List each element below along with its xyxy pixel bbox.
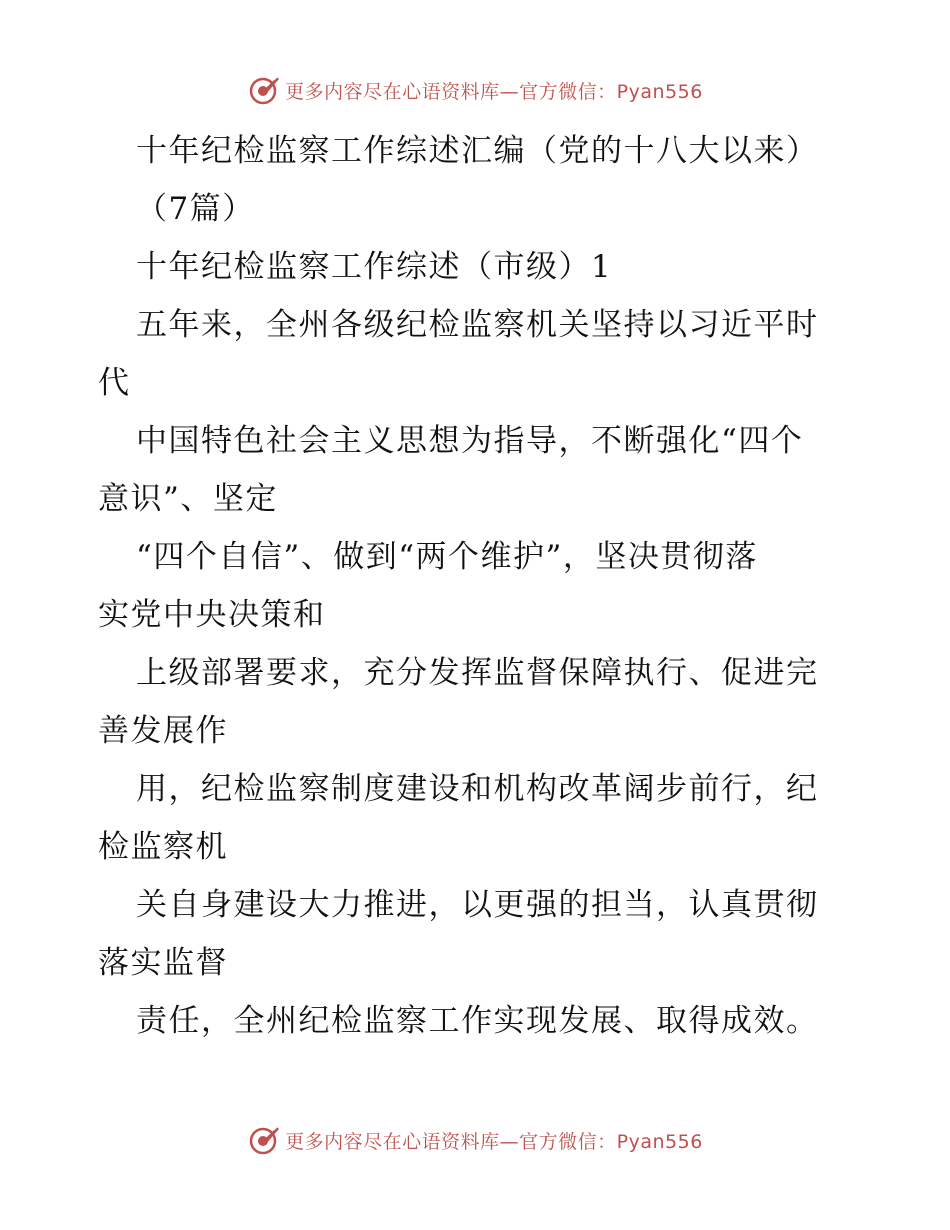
text-line: 关自身建设大力推进，以更强的担当，认真贯彻	[136, 887, 819, 923]
text-line: “四个自信”、做到“两个维护”，坚决贯彻落	[136, 539, 758, 575]
text-line: 十年纪检监察工作综述汇编（党的十八大以来）	[136, 133, 819, 169]
header-banner	[0, 70, 950, 110]
text-line: 善发展作	[98, 713, 228, 749]
text-line: （7篇）	[136, 191, 255, 227]
document-body	[98, 122, 858, 1050]
footer-banner	[0, 1120, 950, 1160]
text-line: 检监察机	[98, 829, 228, 865]
text-line: 落实监督	[98, 945, 228, 981]
text-line: 意识”、坚定	[98, 481, 278, 517]
footer-banner-text: 更多内容尽在心语资料库—官方微信：Pyan556	[285, 1130, 703, 1153]
text-line: 代	[98, 365, 131, 401]
text-line: 中国特色社会主义思想为指导，不断强化“四个	[136, 423, 804, 459]
text-line: 实党中央决策和	[98, 597, 326, 633]
text-line: 五年来，全州各级纪检监察机关坚持以习近平时	[136, 307, 819, 343]
quill-logo-icon	[247, 1123, 281, 1157]
text-line: 用，纪检监察制度建设和机构改革阔步前行，纪	[136, 771, 819, 807]
header-banner-text: 更多内容尽在心语资料库—官方微信：Pyan556	[285, 80, 703, 103]
text-line: 责任，全州纪检监察工作实现发展、取得成效。	[136, 1003, 819, 1039]
text-line: 上级部署要求，充分发挥监督保障执行、促进完	[136, 655, 819, 691]
quill-logo-icon	[247, 73, 281, 107]
text-line: 十年纪检监察工作综述（市级）1	[136, 249, 613, 285]
